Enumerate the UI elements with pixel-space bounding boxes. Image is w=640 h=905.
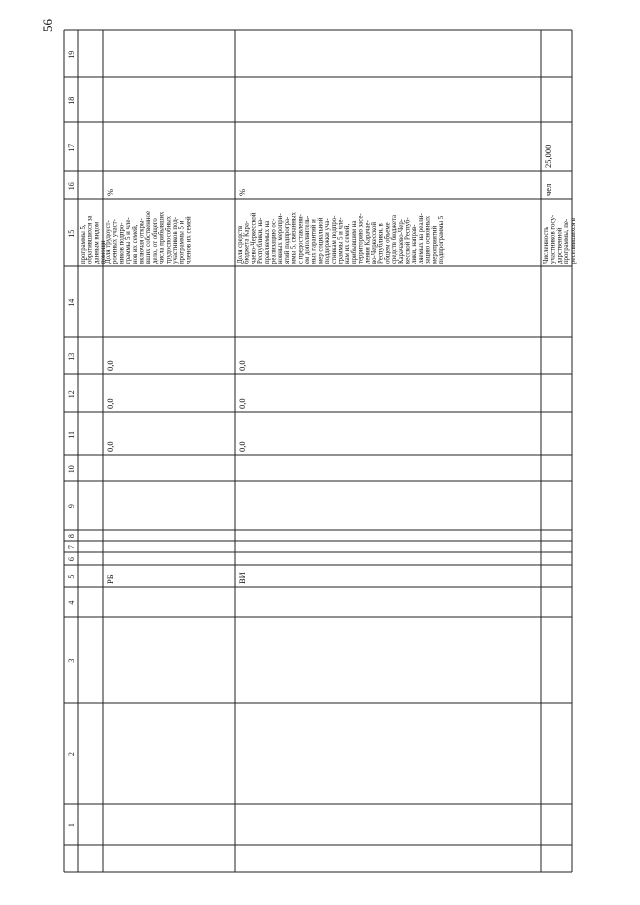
- col15-line: ммы 5, связанных: [290, 212, 298, 264]
- col15-line: обратившихся за: [86, 215, 94, 264]
- col15-line: роенных участ-: [111, 219, 119, 264]
- col15-line: с предоставлени-: [297, 214, 305, 264]
- column-number: 10: [67, 465, 76, 474]
- column-number: 18: [67, 96, 76, 105]
- column-number: 3: [67, 658, 76, 663]
- col15-line: числа прибывших: [158, 211, 166, 264]
- col15-line: стникам подпро-: [330, 215, 338, 264]
- col15-line: дарственной: [556, 227, 564, 264]
- col15-line: зацию основных: [424, 215, 432, 264]
- column-number: 8: [67, 534, 76, 539]
- col15-line: во-Черкесской: [371, 221, 378, 264]
- col15-line: программы, пе-: [563, 218, 571, 264]
- col15-line: участников госу-: [549, 214, 557, 264]
- col15-line: бюджета Кара-: [243, 220, 251, 264]
- cell-col11: 0,0: [105, 441, 115, 452]
- col15-line: ятий подпрогра-: [283, 216, 291, 264]
- col15-line: трудоспособных: [165, 215, 173, 264]
- cell-col16: %: [237, 188, 247, 196]
- col15-line: нов их семей,: [131, 224, 139, 264]
- col15-line: ных гарантий и: [310, 219, 318, 264]
- col15-line: Карачаево-Чер-: [397, 219, 405, 264]
- cell-col16: чел: [543, 183, 553, 196]
- column-number: 1: [67, 823, 76, 828]
- col15-line: Доля средств: [237, 225, 244, 264]
- column-number-header: [67, 51, 76, 827]
- col15-line: ем дополнитель-: [304, 215, 311, 264]
- column-number: 11: [67, 430, 76, 439]
- col15-line: прибывшим на: [350, 220, 358, 264]
- col15-line: чаево-Черкесской: [250, 212, 258, 264]
- column-number: 17: [67, 143, 76, 152]
- column-number: 15: [67, 229, 76, 238]
- col15-line: территорию засе-: [357, 213, 365, 264]
- col15-line: реализацию ос-: [270, 218, 278, 264]
- col15-line: программы 5 и: [178, 220, 186, 264]
- col15-line: кесской Респуб-: [404, 217, 412, 264]
- col15-line: ляемых на реали-: [417, 213, 425, 264]
- cell-col12: 0,0: [105, 398, 115, 409]
- cell-col5: РБ: [105, 574, 115, 584]
- column-number: 2: [67, 752, 76, 757]
- table-body: [80, 145, 577, 584]
- table-grid: [64, 30, 572, 872]
- col15-line: Доля трудоуст-: [105, 220, 112, 264]
- column-number: 6: [67, 557, 76, 562]
- cell-col12: 0,0: [237, 398, 247, 409]
- col15-line: участников под-: [172, 217, 179, 264]
- col15-line: программы 5,: [80, 224, 87, 264]
- cell-col17: 25,000: [543, 144, 553, 168]
- cell-col16: %: [105, 188, 115, 196]
- col15-line: помощи: [100, 240, 108, 264]
- col15-line: граммы 5 и чле-: [125, 217, 133, 264]
- col15-line: правляемых на: [263, 220, 271, 264]
- column-number: 7: [67, 545, 76, 550]
- col15-line: дело, от общего: [151, 218, 159, 264]
- cell-col13: 0,0: [105, 360, 115, 371]
- col15-line: членов их семей: [185, 216, 193, 264]
- cell-col11: 0,0: [237, 441, 247, 452]
- col15-line: граммы 5 и чле-: [337, 217, 345, 264]
- col15-line: реселившихся в: [569, 217, 577, 264]
- col15-line: нам их семей,: [344, 223, 352, 264]
- col15-line: Республики, на-: [257, 217, 265, 264]
- col15-line: Численность: [543, 226, 550, 264]
- col15-line: ления Карачае-: [364, 220, 372, 264]
- column-number: 9: [67, 504, 76, 509]
- column-number: 16: [67, 182, 76, 191]
- cell-col5: ВИ: [237, 572, 247, 584]
- col15-line: подпрограммы 5: [438, 215, 445, 264]
- col15-line: данным видом: [93, 221, 101, 264]
- column-number: 4: [67, 600, 76, 605]
- col15-line: включая откры-: [138, 218, 146, 264]
- col15-line: вших собственное: [145, 211, 153, 264]
- cell-col13: 0,0: [237, 360, 247, 371]
- col15-line: мероприятий: [431, 225, 439, 264]
- col15-line: общем объеме: [384, 222, 392, 264]
- col15-line: мер социальной: [317, 217, 325, 264]
- page-number: 56: [40, 19, 55, 32]
- column-number: 5: [67, 574, 76, 579]
- col15-line: Республики, в: [377, 223, 385, 264]
- column-number: 19: [67, 50, 76, 59]
- col15-line: средств бюджета: [391, 214, 399, 264]
- col15-line: поддержки уча-: [324, 218, 332, 264]
- column-number: 13: [67, 352, 76, 361]
- col15-line: ников подпро-: [118, 222, 126, 264]
- col15-line: новных меропри-: [277, 213, 285, 264]
- column-number: 12: [67, 390, 76, 399]
- col15-line: лики, направ-: [411, 224, 419, 264]
- column-number: 14: [67, 298, 76, 307]
